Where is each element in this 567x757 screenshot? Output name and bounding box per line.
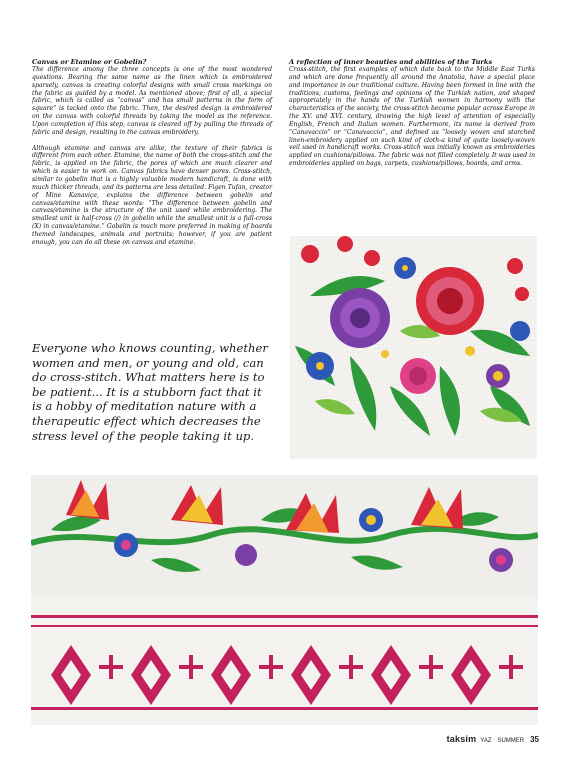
left-column-paragraph: Although etamine and canvas are alike, the texture of their fabrics is different from each other. Etamine, the name of both the cross-stitch and the fabric, is applied on the fabric, the pores of which are much clearer and which is easier to work on. Canvas fabrics have denser pores. Cross-stitch, similar to gobelin that is a highly valuable modern handicraft, is done with much thicker threads, and its patterns are less detailed. Figen Tufan, creator of Mine Kanaviçe, explains the difference between gobelin and canvas/etamine with these words: “The difference between gobelin and canvas/etamine is the structure of the unit used while embroidering. The smallest unit is half-cross (/) in gobelin while the smallest unit is a full-cross (X) in canvas/etamine.” Gobelin is much more preferred in making of boards themed landscapes, animals and portraits; however, if you are patient enough, you can do all these on canvas and etamine. [32,144,272,246]
right-column-heading: A reflection of inner beauties and abilities of the Turks [289,58,493,66]
left-column-paragraph: The difference among the three concepts is one of the most wondered questions. Bearing the same name as the linen which is embroidered sparsely, canvas is creating colorful designs with small cross markings on the fabric as guided by a model. As mentioned above; first of all, a special fabric, which is called as “canvas” and has small patterns in the form of square” is tacked onto the fabric. Then, the desired design is embroidered on the canvas with colorful threads by taking the model as the reference. Upon completion of this step, canvas is cleared off by pulling the threads of fabric and design, resulting in the canvas embroidery. [32,66,272,136]
page-number: 35 [530,735,539,744]
magazine-brand: taksim [446,734,477,744]
pull-quote: Everyone who knows counting, whether women and men, or young and old, can do cross-stitch. What matters here is to be patient... It is a stubborn fact that it is a hobby of meditation nature with a therapeutic effect which decreases the stress level of the people taking it up. [32,341,268,443]
magazine-issue: YAZ [480,738,492,744]
page-footer [447,734,539,744]
cross-stitch-border-illustration [31,475,538,725]
cross-stitch-flowers-photo [290,236,537,459]
cross-stitch-border-photo [31,475,538,725]
left-column [32,58,272,255]
cross-stitch-flowers-illustration [290,236,537,459]
magazine-season: SUMMER [497,738,525,744]
right-column-paragraph: Cross-stitch, the first examples of which date back to the Middle East Turks and which are done frequently all around the Anatolia, have a special place and importance in our traditional culture. Having been formed in line with the traditions, customs, feelings and opinions of the Turkish nation, and shaped appropriately in the hands of the Turkish women in harmony with the characteristics of the society, the cross-stitch became popular across Europe in the XV. and XVI. century, drawing the high level of attention of especially English, French and Italian women. Furthermore, its name is derived from “Canavaccio” or “Canavaccio”, and defined as “loosely woven and starched linen-embroidery applied on such kind of cloth-a kind of quite loosely-woven veil used in handicraft works. Cross-stitch was initially known as embroideries applied on cushions/pillows. The fabric was not filled completely. It was used in embroideries applied on bags, carpets, cushions/pillows, boards, and arms. [289,66,535,168]
right-column [289,58,535,176]
left-column-heading: Canvas or Etamine or Gobelin? [32,58,147,66]
